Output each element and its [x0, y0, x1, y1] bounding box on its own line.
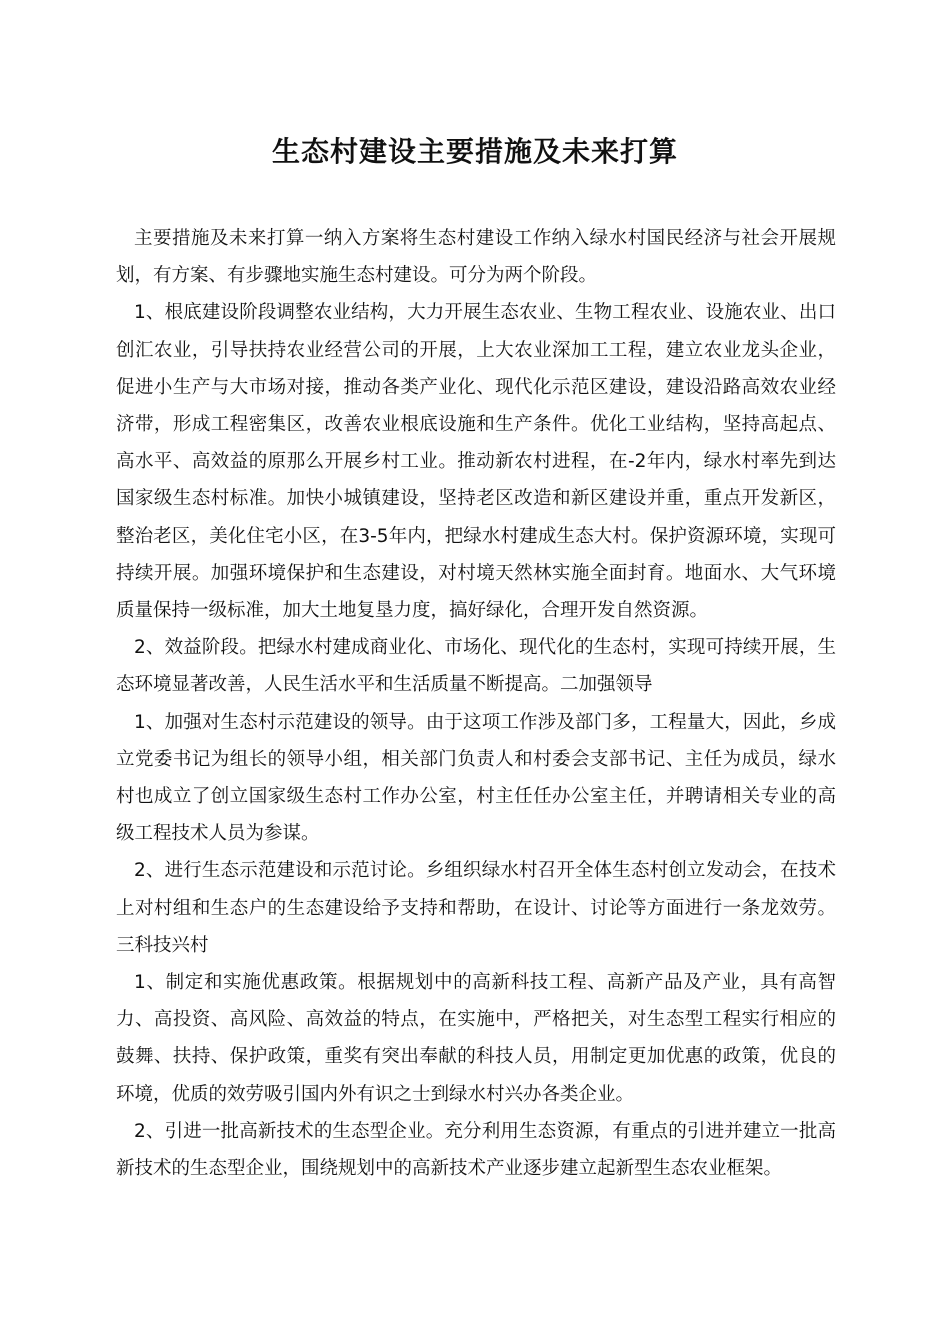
paragraph-enterprises: 2、引进一批高新技术的生态型企业。充分利用生态资源，有重点的引进并建立一批高新技术的生态型企业，围绕规划中的高新技术产业逐步建立起新型生态农业框架。 — [116, 1120, 836, 1180]
paragraph-benefit-stage: 2、效益阶段。把绿水村建成商业化、市场化、现代化的生态村，实现可持续开展，生态环境显著改善，人民生活水平和生活质量不断提高。二加强领导 — [116, 637, 836, 696]
paragraph-intro: 主要措施及未来打算一纳入方案将生态村建设工作纳入绿水村国民经济与社会开展规划，有方案、有步骤地实施生态村建设。可分为两个阶段。 — [116, 228, 836, 287]
paragraph-foundation-stage: 1、根底建设阶段调整农业结构，大力开展生态农业、生物工程农业、设施农业、出口创汇农业，引导扶持农业经营公司的开展，上大农业深加工工程，建立农业龙头企业，促进小生产与大市场对接，推动各类产业化、现代化示范区建设，建设沿路高效农业经济带，形成工程密集区，改善农业根底设施和生产条件。优化工业结构，坚持高起点、高水平、高效益的原那么开展乡村工业。推动新农村进程，在-2年内，绿水村率先到达国家级生态村标准。加快小城镇建设，坚持老区改造和新区建设并重，重点开发新区，整治老区，美化住宅小区，在3-5年内，把绿水村建成生态大村。保护资源环境，实现可持续开展。加强环境保护和生态建设，对村境天然林实施全面封育。地面水、大气环境质量保持一级标准，加大土地复垦力度，搞好绿化，合理开发自然资源。 — [116, 302, 836, 622]
paragraph-policy: 1、制定和实施优惠政策。根据规划中的高新科技工程、高新产品及产业，具有高智力、高投资、高风险、高效益的特点，在实施中，严格把关，对生态型工程实行相应的鼓舞、扶持、保护政策，重奖有突出奉献的科技人员，用制定更加优惠的政策，优良的环境，优质的效劳吸引国内外有识之士到绿水村兴办各类企业。 — [116, 972, 836, 1105]
paragraph-demonstration: 2、进行生态示范建设和示范讨论。乡组织绿水村召开全体生态村创立发动会，在技术上对村组和生态户的生态建设给予支持和帮助，在设计、讨论等方面进行一条龙效劳。三科技兴村 — [116, 860, 836, 956]
document-body — [116, 220, 836, 1187]
document-title: 生态村建设主要措施及未来打算 — [271, 135, 678, 168]
paragraph-leadership: 1、加强对生态村示范建设的领导。由于这项工作涉及部门多，工程量大，因此，乡成立党委书记为组长的领导小组，相关部门负责人和村委会支部书记、主任为成员，绿水村也成立了创立国家级生态村工作办公室，村主任任办公室主任，并聘请相关专业的高级工程技术人员为参谋。 — [116, 711, 836, 845]
